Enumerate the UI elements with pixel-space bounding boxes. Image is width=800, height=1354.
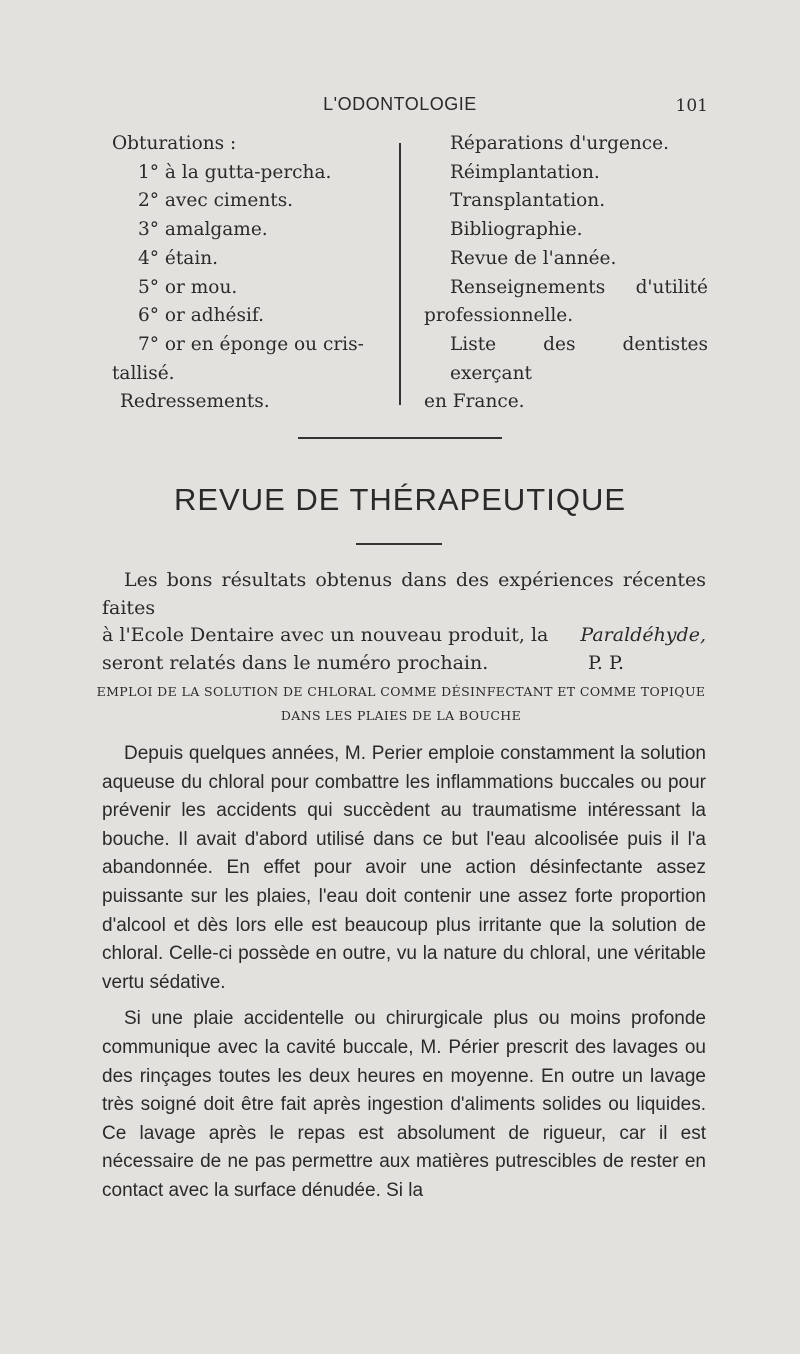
list-heading: Obturations : xyxy=(112,133,237,154)
list-item: 4° étain. xyxy=(138,247,219,269)
list-item: 5° or mou. xyxy=(138,276,238,298)
list-item: 2° avec ciments. xyxy=(138,190,294,212)
list-item: Revue de l'année. xyxy=(450,247,617,269)
intro-note xyxy=(102,567,706,677)
list-item: 6° or adhésif. xyxy=(138,305,264,327)
list-item: Transplantation. xyxy=(450,190,606,212)
intro-line-text: à l'Ecole Dentaire avec un nouveau produit, la xyxy=(102,624,549,646)
page-number: 101 xyxy=(675,96,708,116)
list-item-continuation: professionnelle. xyxy=(424,305,574,327)
intro-line xyxy=(102,622,706,650)
article-body xyxy=(102,740,706,1206)
list-item: Liste des dentistes exerçant xyxy=(450,333,708,384)
list-item: 1° à la gutta-percha. xyxy=(138,161,332,183)
list-item: Réparations d'urgence. xyxy=(450,133,669,154)
intro-line xyxy=(102,650,706,678)
paragraph: Si une plaie accidentelle ou chirurgicale plus ou moins profonde communique avec la cavité buccale, M. Périer prescrit des lavages ou des rinçages toutes les deux heures en moyenne. En outre un lavage très soigné doit être fait après ingestion d'aliments solides ou liquides. Ce lavage après le repas est absolument de rigueur, car il est nécessaire de ne pas permettre aux matières putrescibles de rester en contact avec la surface dénudée. Si la xyxy=(102,1008,706,1201)
running-head xyxy=(0,94,800,120)
section-separator-rule xyxy=(298,437,502,439)
intro-line-text: seront relatés dans le numéro prochain. xyxy=(102,651,489,674)
list-item-continuation: tallisé. xyxy=(112,362,175,384)
running-title: L'ODONTOLOGIE xyxy=(323,94,477,114)
list-heading: Redressements. xyxy=(120,391,270,413)
list-item: Réimplantation. xyxy=(450,161,600,183)
left-column xyxy=(112,130,382,417)
intro-line: Les bons résultats obtenus dans des expériences récentes faites xyxy=(102,569,706,619)
list-item: 3° amalgame. xyxy=(138,219,268,241)
paragraph: Depuis quelques années, M. Perier emploie constamment la solution aqueuse du chloral pour combattre les inflammations buccales ou pour prévenir les accidents qui succèdent au traumatisme intéressant la bouche. Il avait d'abord utilisé dans ce but l'eau alcoolisée puis il l'a abandonnée. En effet pour avoir une action désinfectante assez puissante sur les plaies, l'eau doit contenir une assez forte proportion d'alcool et dès lors elle est beaucoup plus irritante que la solution de chloral. Celle-ci possède en outre, vu la nature du chloral, une véritable vertu sédative. xyxy=(102,743,706,993)
product-name: Paraldéhyde, xyxy=(580,624,706,646)
list-item-continuation: en France. xyxy=(424,391,525,413)
list-item: Renseignements d'utilité xyxy=(450,276,708,298)
title-underline-rule xyxy=(356,543,442,545)
section-title: REVUE DE THÉRAPEUTIQUE xyxy=(173,482,627,517)
signature: P. P. xyxy=(588,651,624,674)
right-column xyxy=(424,130,708,417)
list-item: 7° or en éponge ou cris- xyxy=(138,333,364,355)
list-item: Bibliographie. xyxy=(450,219,583,241)
column-divider xyxy=(399,143,401,405)
article-heading: EMPLOI DE LA SOLUTION DE CHLORAL COMME DÉSINFECTANT ET COMME TOPIQUE DANS LES PLAIES DE LA BOUCHE xyxy=(96,684,706,723)
